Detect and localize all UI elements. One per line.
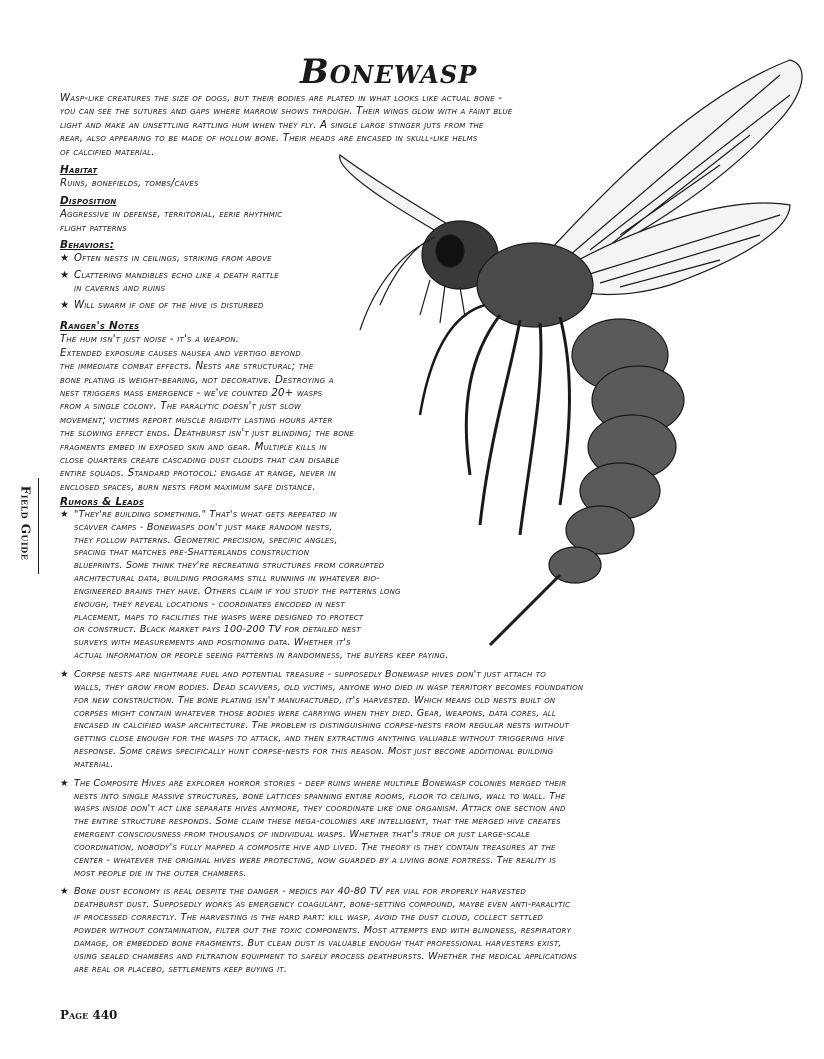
field-guide-label: Field Guide [18,485,33,561]
behavior-item: ★ Often nests in ceilings, striking from above [60,253,272,265]
rangers-notes-line: movement; victims report muscle rigidity lasting hours after [60,414,333,426]
intro-line: light and make an unsettling rattling hum when they fly. A single large stinger juts from the [60,119,484,131]
page-title: Bonewasp [300,52,478,92]
disposition-heading: Disposition [60,195,117,207]
behaviors-heading: Behaviors: [60,239,115,251]
intro-line: of calcified material. [60,146,155,158]
habitat-section [60,164,199,191]
rumor-item: ★ "They're building something." That's what gets repeated in scavver camps - Bonewasps don't just make random nests, they follow patterns. Geometric precision, specific angles, spacing that matches pre-Shatterlands construction blueprints. Some think they're recreating structures from corrupted architectural data, building programs still running in whatever bio- engineered brains they have. Others claim if you study the patterns long enough, they reveal locations - coordinates encoded in nest placement, maps to facilities the wasps were designed to protect or construct. Black market pays 100-200 TV for detailed nest surveys with measurements and positioning data. Whether it's actual information or people seeing patterns in randomness, the buyers keep paying. [60,508,449,662]
habitat-text: Ruins, bonefields, tombs/caves [60,178,199,190]
habitat-heading: Habitat [60,164,98,176]
rumor-item: ★ The Composite Hives are explorer horror stories - deep ruins where multiple Bonewasp colonies merged their nests into single massive structures, bone lattices spanning entire rooms, floor to ceiling, wall to wall. The wasps inside don't act like separate hives anymore, they coordinate like one organism. Attack one section and the entire structure responds. Some claim these mega-colonies are intelligent, that the merged hive creates emergent consciousness from thousands of individual wasps. Whether that's true or just large-scale coordination, nobody's fully mapped a composite hive and lived. The theory is they contain treasures at the center - whatever the original hives were protecting, now guarded by a living bone fortress. The reality is most people die in the outer chambers. [60,777,567,879]
intro-paragraph [60,92,512,159]
disposition-line: Aggressive in defense, territorial, eerie rhythmic [60,209,283,221]
behavior-item: ★ Will swarm if one of the hive is disturbed [60,299,264,311]
disposition-line: flight patterns [60,222,127,234]
rangers-notes-line: the slowing effect ends. Deathburst isn't just blinding; the bone [60,428,354,440]
star-bullet-icon: ★ [60,253,70,265]
behavior-item-cont: in caverns and ruins [74,283,166,295]
behavior-item: ★ Clattering mandibles echo like a death rattle [60,269,279,281]
page-number: Page 440 [60,1008,118,1022]
star-bullet-icon: ★ [60,299,70,311]
rangers-notes-section [60,320,354,494]
rumor-item: ★ Bone dust economy is real despite the danger - medics pay 40-80 TV per vial for properly harvested deathburst dust. Supposedly works as emergency coagulant, bone-setting compound, maybe even anti-paralytic if processed correctly. The harvesting is the hard part: kill wasp, avoid the dust cloud, collect settled powder without contamination, filter out the toxic components. Most attempts end with blindness, respiratory damage, or embedded bone fragments. But clean dust is valuable enough that professional harvesters exist, using sealed chambers and filtration equipment to safely process deathbursts. Whether the medical applications are real or placebo, settlements keep buying it. [60,886,578,975]
rangers-notes-line: Extended exposure causes nausea and vertigo beyond [60,347,301,359]
behaviors-section [60,239,279,312]
rangers-notes-line: enclosed spaces, burn nests from maximum safe distance. [60,481,316,493]
rangers-notes-line: The hum isn't just noise - it's a weapon. [60,334,240,346]
rangers-notes-line: from a single colony. The paralytic doesn't just slow [60,401,302,413]
field-guide-side-tab [8,478,39,574]
star-bullet-icon: ★ [60,269,70,281]
disposition-section [60,195,282,235]
rangers-notes-line: entire squads. Standard protocol: engage at range, never in [60,468,336,480]
rangers-notes-line: nest triggers mass emergence - we've counted 20+ wasps [60,388,323,400]
star-bullet-icon: ★ [60,886,69,898]
rumor-item: ★ Corpse nests are nightmare fuel and potential treasure - supposedly Bonewasp hives don't just attach to walls, they grow from bodies. Dead scavvers, old victims, anyone who died in wasp territory becomes foundation for new construction. The bone plating isn't manufactured, it's harvested. Which means old nests built on corpses might contain whatever those bodies were carrying when they died. Gear, weapons, data cores, all encased in calcified wasp architecture. The problem is distinguishing corpse-nests from regular nests without getting close enough for the wasps to attack, and then extracting anything valuable without triggering hive response. Some crews specifically hunt corpse-nests for this reason. Most just become additional building material. [60,668,584,770]
rangers-notes-line: bone plating is weight-bearing, not decorative. Destroying a [60,374,334,386]
intro-line: Wasp-like creatures the size of dogs, but their bodies are plated in what looks like actual bone - [60,93,503,104]
intro-line: you can see the sutures and gaps where marrow shows through. Their wings glow with a faint blue [60,106,513,118]
intro-line: rear, also appearing to be made of hollow bone. Their heads are encased in skull-like helms [60,133,478,145]
rangers-notes-line: the immediate combat effects. Nests are structural; the [60,361,314,373]
rumors-section [60,496,583,976]
star-bullet-icon: ★ [60,508,69,520]
rumors-heading: Rumors & Leads [60,496,145,508]
star-bullet-icon: ★ [60,777,69,789]
star-bullet-icon: ★ [60,668,69,680]
rangers-notes-heading: Ranger's Notes [60,320,140,332]
rangers-notes-line: close quarters create cascading dust clouds that can disable [60,455,340,467]
rangers-notes-line: fragments embed in exposed skin and gear. Multiple kills in [60,441,327,453]
